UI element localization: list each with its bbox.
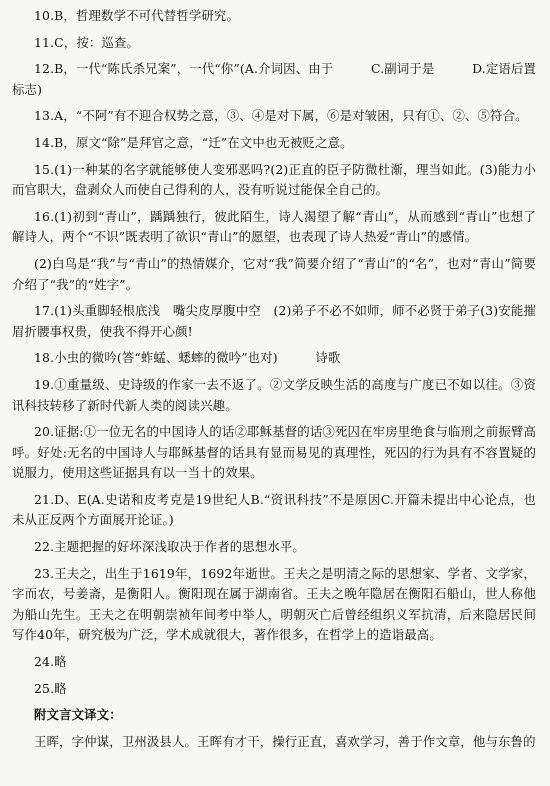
appendix-text: 王晖，字仲谋，卫州汲县人。王晖有才干，操行正直，喜欢学习，善于作文章，他与东鲁的 <box>34 733 536 749</box>
answer-21: 21.D、E(A.史诺和皮考克是19世纪人B.“资讯科技”不是原因C.开篇未提出中心论点，也未从正反两个方面展开论证。) <box>12 491 536 528</box>
answer-24: 24.略 <box>34 654 67 670</box>
answer-13: 13.A，“不阿”有不迎合权势之意，③、④是对下属，⑥是对皱困，只有①、②、⑤符合。 <box>34 108 528 124</box>
appendix-title: 附文言文译文： <box>34 707 122 723</box>
answer-19: 19.①重量级、史诗级的作家一去不返了。②文学反映生活的高度与广度已不如以往。③资讯科技转移了新时代新人类的阅读兴趣。 <box>12 376 536 413</box>
answer-17: 17.(1)头重脚轻根底浅 嘴尖皮厚腹中空 (2)弟子不必不如师，师不必贤于弟子(3)安能摧眉折腰事权贵，使我不得开心颜! <box>12 303 536 339</box>
answer-23: 23.王夫之，出生于1619年，1692年逝世。王夫之是明清之际的思想家、学者、文学家，字而农，号姜斋，是衡阳人。衡阳现在属于湖南省。王夫之晚年隐居在衡阳石船山，世人称他为船山先生。王夫之在明朝崇祯年间考中举人，明朝灭亡后曾经组织义军抗清，后来隐居民间写作40年，研究极为广泛，学术成就很大，著作很多，在哲学上的造诣最高。 <box>12 565 536 643</box>
answer-14: 14.B，原文“除”是拜官之意，“迁”在文中也无被贬之意。 <box>34 134 353 150</box>
answer-10: 10.B，哲理数学不可代替哲学研究。 <box>34 8 239 23</box>
answer-18: 18.小虫的微吟(答“蚱蜢、蟋蟀的微吟”也对) 诗歌 <box>34 350 341 366</box>
answer-22: 22.主题把握的好坏深浅取决于作者的思想水平。 <box>34 539 305 555</box>
answer-20: 20.证据:①一位无名的中国诗人的话②耶稣基督的话③死囚在牢房里绝食与临刑之前振臂高呼。好处:无名的中国诗人与耶稣基督的话具有显而易见的真理性，死囚的行为具有不容置疑的说服力，使用这些证据具有以一当十的效果。 <box>12 424 536 481</box>
answer-11: 11.C，按：巡查。 <box>34 34 140 50</box>
answer-12: 12.B，一代“陈氏杀兄案”，一代“你”(A.介词因、由于 C.副词于是 D.定语后置标志) <box>12 61 536 97</box>
answer-25: 25.略 <box>34 680 67 696</box>
answer-16-1: 16.(1)初到“青山”，踽踽独行，彼此陌生，诗人渴望了解“青山”，从而感到“青山”也想了解诗人，两个“不识”既表明了欲识“青山”的愿望，也表现了诗人热爱“青山”的感情。 <box>12 208 536 245</box>
answer-16-2: (2)白鸟是“我”与“青山”的热情媒介，它对“我”简要介绍了“青山”的“名”，也对“青山”简要介绍了“我”的“姓字”。 <box>12 255 536 292</box>
answer-15: 15.(1)一种某的名字就能够使人变邪恶吗?(2)正直的臣子防微杜渐，理当如此。(3)能力小而官职大，盘剥众人而使自己得利的人，没有听说过能保全自己的。 <box>12 161 536 198</box>
